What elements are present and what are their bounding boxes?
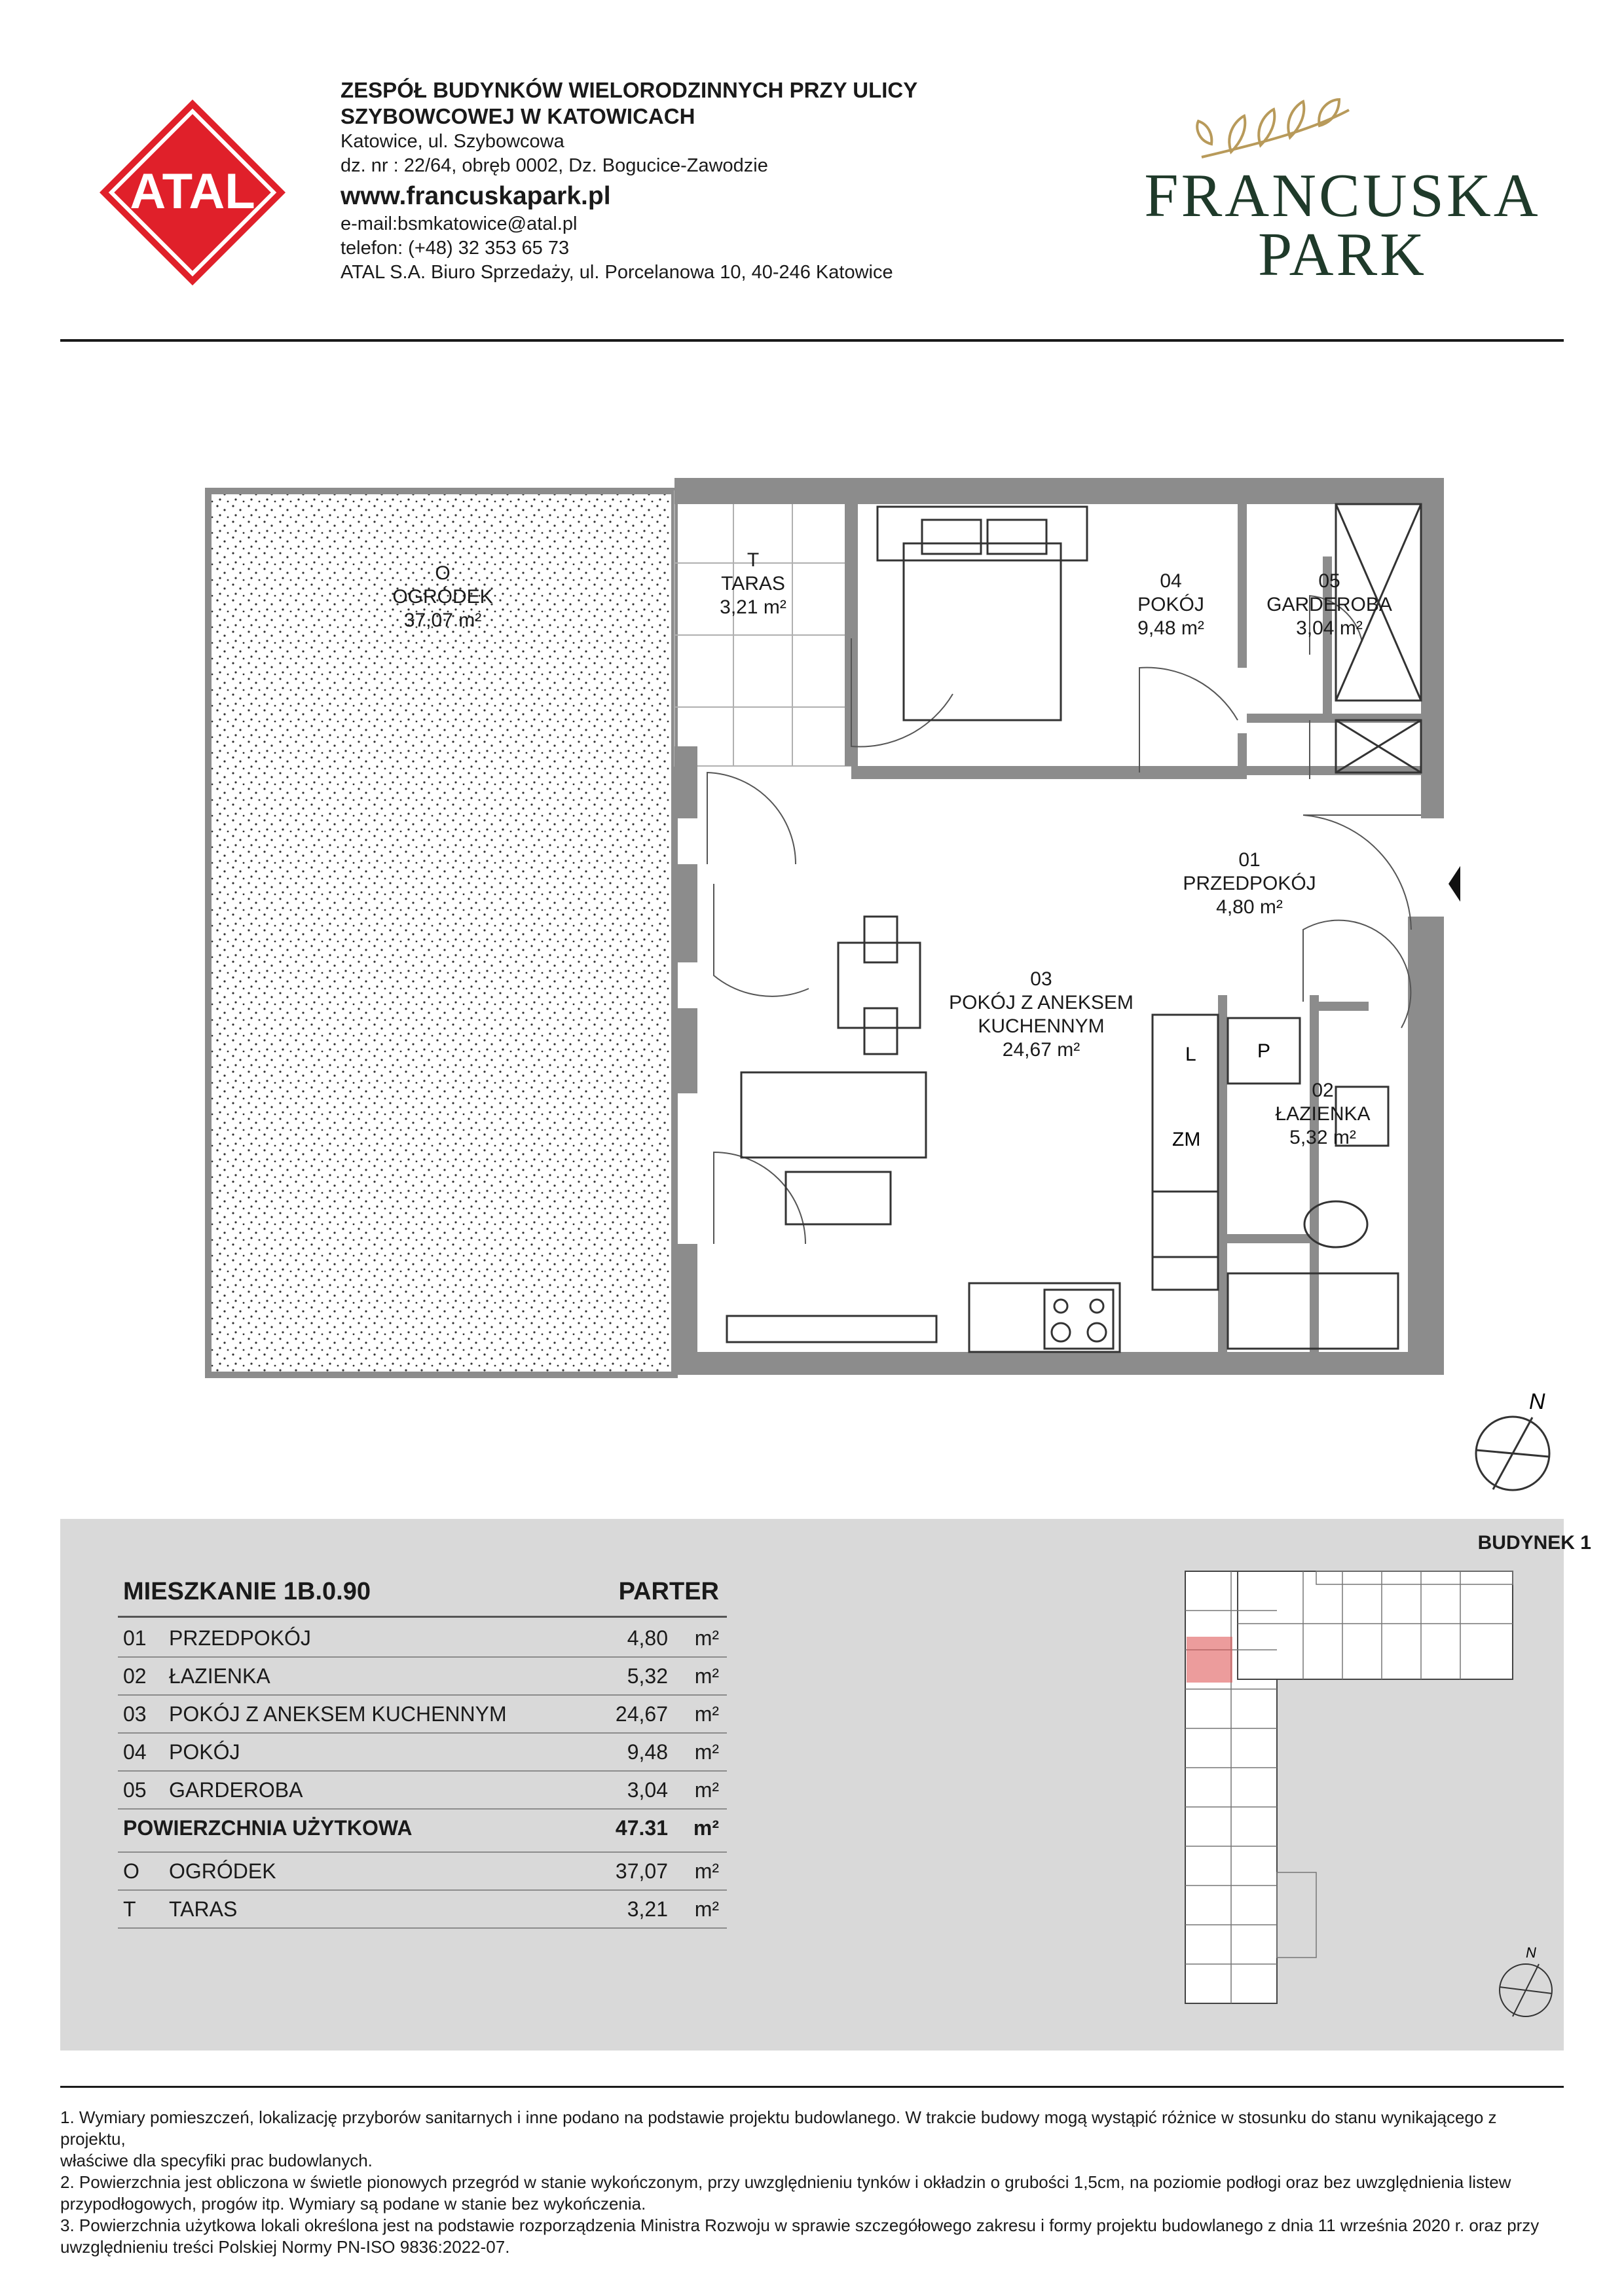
table-total-row: POWIERZCHNIA UŻYTKOWA 47.31 m² [118, 1808, 727, 1853]
terrace-area [674, 491, 851, 766]
room-label-terrace: T TARAS 3,21 m² [720, 549, 786, 618]
note-line: 2. Powierzchnia jest obliczona w świetle pionowych przegród w stanie wykończonym, przy uwzględnieniu tynków i okładzin o grubości 1,5cm, na poziomie podłogi oraz bez uwzględnienia listew [60, 2172, 1511, 2192]
table-row: 01 PRZEDPOKÓJ 4,80 m² [118, 1618, 727, 1658]
room-label-garden: O OGRÓDEK 37,07 m² [392, 562, 493, 631]
note-line: 3. Powierzchnia użytkowa lokali określona jest na podstawie rozporządzenia Ministra Rozwoju w sprawie szczegółowego zakresu i formy projektu budowlanego z dnia 11 września 2020 r. oraz przy [60, 2215, 1540, 2235]
table-row: 04 POKÓJ 9,48 m² [118, 1732, 727, 1772]
washer-label: P [1257, 1040, 1271, 1062]
room-label-bathroom: 02 ŁAZIENKA 5,32 m² [1275, 1080, 1371, 1148]
fridge-label: L [1185, 1044, 1196, 1065]
table-row: O OGRÓDEK 37,07 m² [118, 1851, 727, 1891]
brand-name-line2: PARK [1257, 221, 1428, 282]
compass-north-label: N [1529, 1389, 1545, 1414]
sofa [741, 1072, 926, 1157]
table-header [118, 1578, 727, 1617]
brand-name-line1: FRANCUSKA [1144, 162, 1541, 230]
room-label-room: 04 POKÓJ 9,48 m² [1137, 570, 1204, 639]
site-compass-icon [1500, 1944, 1552, 2016]
dining-table [838, 943, 920, 1028]
website-link[interactable]: www.francuskapark.pl [341, 182, 611, 210]
note-line: 1. Wymiary pomieszczeń, lokalizację przyborów sanitarnych i inne podano na podstawie projektu budowlanego. W trakcie budowy mogą wystąpić różnice w stosunku do stanu wynikającego z projektu, [60, 2107, 1497, 2149]
table-row: 02 ŁAZIENKA 5,32 m² [118, 1656, 727, 1696]
project-address: Katowice, ul. Szybowcowa [341, 131, 564, 152]
table-row: 05 GARDEROBA 3,04 m² [118, 1770, 727, 1810]
site-compass-north-label: N [1526, 1944, 1536, 1961]
compass-icon [1467, 1388, 1559, 1499]
footer-divider [60, 2086, 1564, 2088]
table-row: 03 POKÓJ Z ANEKSEM KUCHENNYM 24,67 m² [118, 1694, 727, 1734]
entrance-arrow-icon [1449, 851, 1460, 917]
project-title-line1: ZESPÓŁ BUDYNKÓW WIELORODZINNYCH PRZY ULICY [341, 78, 918, 102]
sales-office: ATAL S.A. Biuro Sprzedaży, ul. Porcelanowa 10, 40-246 Katowice [341, 262, 893, 283]
note-line: uwzględnieniu treści Polskiej Normy PN-ISO 9836:2022-07. [60, 2237, 510, 2257]
table-row: T TARAS 3,21 m² [118, 1889, 727, 1929]
francuska-park-logo [1139, 98, 1545, 282]
room-label-living: 03 POKÓJ Z ANEKSEM KUCHENNYM 24,67 m² [949, 968, 1134, 1061]
email-link[interactable]: e-mail:bsmkatowice@atal.pl [341, 213, 578, 234]
note-line: przypodłogowych, progów itp. Wymiary są podane w stanie bez wykończenia. [60, 2194, 646, 2214]
note-line: właściwe dla specyfiki prac budowlanych. [60, 2151, 373, 2170]
site-plan [1172, 1558, 1565, 2043]
kitchen-sink [1153, 1192, 1218, 1257]
footnotes [60, 2107, 1566, 2258]
building-label: BUDYNEK 1 [1477, 1532, 1591, 1554]
header-info [341, 77, 1094, 285]
apartment-title: MIESZKANIE 1B.0.90 [123, 1578, 371, 1605]
apartment-highlight [1187, 1637, 1232, 1683]
header-divider [60, 339, 1564, 342]
project-parcel: dz. nr : 22/64, obręb 0002, Dz. Bogucice-Zawodzie [341, 155, 768, 176]
room-label-wardrobe: 05 GARDEROBA 3,04 m² [1266, 570, 1392, 639]
floor-label: PARTER [618, 1578, 719, 1605]
laurel-branch-icon [1197, 100, 1349, 157]
bed [904, 543, 1061, 720]
dishwasher-label: ZM [1172, 1129, 1201, 1150]
phone-number: telefon: (+48) 32 353 65 73 [341, 238, 570, 259]
atal-logo [97, 97, 288, 288]
project-title-line2: SZYBOWCOWEJ W KATOWICACH [341, 104, 695, 128]
room-label-hall: 01 PRZEDPOKÓJ 4,80 m² [1183, 849, 1316, 918]
atal-logo-text: ATAL [130, 164, 255, 219]
